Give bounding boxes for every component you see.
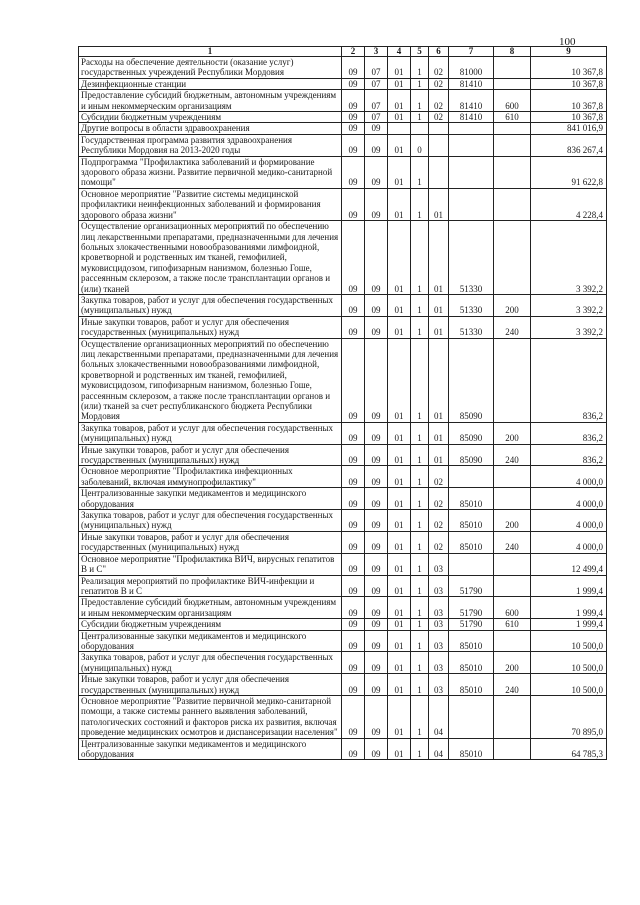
amount-cell: 10 367,8 (531, 78, 607, 89)
code-cell (494, 221, 531, 295)
amount-cell: 4 228,4 (531, 188, 607, 220)
code-cell: 01 (388, 553, 411, 575)
column-header: 1 (79, 47, 342, 57)
table-row (79, 695, 607, 738)
code-cell: 51330 (449, 294, 494, 316)
table-row (79, 652, 607, 674)
amount-cell: 3 392,2 (531, 316, 607, 338)
code-cell (494, 466, 531, 488)
code-cell: 85010 (449, 531, 494, 553)
amount-cell: 841 016,9 (531, 123, 607, 134)
code-cell: 610 (494, 112, 531, 123)
code-cell (449, 695, 494, 738)
code-cell: 09 (342, 188, 365, 220)
code-cell: 09 (342, 510, 365, 532)
code-cell: 09 (342, 221, 365, 295)
code-cell: 09 (365, 156, 388, 188)
row-name: Централизованные закупки медикаментов и медицинского оборудования (79, 738, 342, 760)
code-cell: 1 (411, 488, 429, 510)
code-cell: 02 (429, 488, 449, 510)
code-cell: 85010 (449, 674, 494, 696)
code-cell: 09 (365, 597, 388, 619)
code-cell: 02 (429, 531, 449, 553)
table-row (79, 221, 607, 295)
amount-cell: 10 500,0 (531, 674, 607, 696)
table-row (79, 422, 607, 444)
amount-cell: 836 267,4 (531, 134, 607, 156)
code-cell: 01 (388, 134, 411, 156)
code-cell: 01 (388, 112, 411, 123)
table-row (79, 466, 607, 488)
code-cell: 01 (429, 338, 449, 422)
table-row (79, 488, 607, 510)
code-cell (494, 123, 531, 134)
table-row (79, 188, 607, 220)
code-cell: 81410 (449, 78, 494, 89)
code-cell: 610 (494, 619, 531, 630)
code-cell: 03 (429, 575, 449, 597)
code-cell: 01 (429, 316, 449, 338)
amount-cell: 12 499,4 (531, 553, 607, 575)
code-cell (494, 57, 531, 79)
code-cell: 01 (429, 294, 449, 316)
row-name: Дезинфекционные станции (79, 78, 342, 89)
page-number: 100 (559, 36, 576, 48)
code-cell: 09 (365, 123, 388, 134)
code-cell: 200 (494, 294, 531, 316)
code-cell: 09 (342, 134, 365, 156)
code-cell: 03 (429, 597, 449, 619)
row-name: Закупка товаров, работ и услуг для обеспечения государственных (муниципальных) нужд (79, 652, 342, 674)
amount-cell: 4 000,0 (531, 466, 607, 488)
code-cell: 01 (388, 619, 411, 630)
table-row (79, 78, 607, 89)
code-cell: 01 (388, 488, 411, 510)
code-cell: 09 (342, 338, 365, 422)
code-cell: 09 (342, 674, 365, 696)
row-name: Закупка товаров, работ и услуг для обеспечения государственных (муниципальных) нужд (79, 510, 342, 532)
code-cell: 81410 (449, 90, 494, 112)
code-cell (449, 123, 494, 134)
code-cell: 01 (388, 294, 411, 316)
row-name: Субсидии бюджетным учреждениям (79, 619, 342, 630)
amount-cell: 3 392,2 (531, 294, 607, 316)
row-name: Централизованные закупки медикаментов и медицинского оборудования (79, 488, 342, 510)
code-cell: 85090 (449, 444, 494, 466)
code-cell: 1 (411, 57, 429, 79)
row-name: Закупка товаров, работ и услуг для обеспечения государственных (муниципальных) нужд (79, 422, 342, 444)
column-header: 6 (429, 47, 449, 57)
table-row (79, 619, 607, 630)
code-cell: 09 (365, 531, 388, 553)
code-cell: 09 (365, 619, 388, 630)
code-cell: 01 (388, 466, 411, 488)
code-cell: 03 (429, 674, 449, 696)
code-cell: 09 (365, 510, 388, 532)
code-cell: 200 (494, 652, 531, 674)
code-cell: 1 (411, 338, 429, 422)
code-cell: 1 (411, 156, 429, 188)
code-cell: 07 (365, 112, 388, 123)
code-cell: 09 (365, 188, 388, 220)
code-cell: 01 (388, 78, 411, 89)
code-cell: 03 (429, 630, 449, 652)
code-cell: 09 (365, 488, 388, 510)
code-cell: 1 (411, 221, 429, 295)
amount-cell: 1 999,4 (531, 575, 607, 597)
code-cell: 09 (342, 444, 365, 466)
amount-cell: 1 999,4 (531, 619, 607, 630)
code-cell: 07 (365, 90, 388, 112)
table-row (79, 134, 607, 156)
code-cell: 1 (411, 294, 429, 316)
code-cell: 81410 (449, 112, 494, 123)
code-cell: 01 (388, 316, 411, 338)
code-cell (429, 156, 449, 188)
code-cell: 01 (388, 652, 411, 674)
code-cell (494, 338, 531, 422)
code-cell (494, 156, 531, 188)
code-cell: 09 (342, 156, 365, 188)
code-cell: 01 (388, 695, 411, 738)
code-cell: 1 (411, 90, 429, 112)
code-cell: 09 (365, 575, 388, 597)
row-name: Субсидии бюджетным учреждениям (79, 112, 342, 123)
table-row (79, 156, 607, 188)
code-cell: 01 (388, 510, 411, 532)
code-cell: 09 (365, 630, 388, 652)
code-cell (494, 553, 531, 575)
code-cell: 09 (342, 422, 365, 444)
column-header: 5 (411, 47, 429, 57)
row-name: Реализация мероприятий по профилактике ВИЧ-инфекции и гепатитов В и С (79, 575, 342, 597)
code-cell: 09 (365, 738, 388, 760)
code-cell: 01 (388, 57, 411, 79)
table-row (79, 338, 607, 422)
code-cell: 01 (388, 531, 411, 553)
code-cell: 01 (388, 575, 411, 597)
header-row (79, 47, 607, 57)
code-cell: 09 (365, 466, 388, 488)
code-cell (494, 630, 531, 652)
row-name: Основное мероприятие "Профилактика инфекционных заболеваний, включая иммунопрофилактику" (79, 466, 342, 488)
code-cell: 1 (411, 553, 429, 575)
code-cell: 09 (342, 294, 365, 316)
code-cell: 09 (342, 597, 365, 619)
code-cell: 1 (411, 316, 429, 338)
code-cell: 09 (342, 738, 365, 760)
table-row (79, 630, 607, 652)
table-row (79, 674, 607, 696)
code-cell: 1 (411, 510, 429, 532)
code-cell: 1 (411, 738, 429, 760)
table-row (79, 575, 607, 597)
code-cell: 81000 (449, 57, 494, 79)
row-name: Основное мероприятие "Профилактика ВИЧ, вирусных гепатитов В и С" (79, 553, 342, 575)
table-row (79, 444, 607, 466)
row-name: Иные закупки товаров, работ и услуг для обеспечения государственных (муниципальных) нужд (79, 316, 342, 338)
code-cell: 09 (342, 78, 365, 89)
code-cell: 09 (365, 134, 388, 156)
code-cell (449, 553, 494, 575)
amount-cell: 836,2 (531, 422, 607, 444)
code-cell: 600 (494, 597, 531, 619)
code-cell: 240 (494, 674, 531, 696)
code-cell: 240 (494, 444, 531, 466)
amount-cell: 10 367,8 (531, 112, 607, 123)
code-cell: 01 (388, 338, 411, 422)
row-name: Государственная программа развития здравоохранения Республики Мордовия на 2013-2020 годы (79, 134, 342, 156)
code-cell: 09 (365, 553, 388, 575)
code-cell (388, 123, 411, 134)
code-cell: 04 (429, 695, 449, 738)
code-cell: 01 (388, 422, 411, 444)
code-cell (449, 188, 494, 220)
code-cell (494, 738, 531, 760)
column-header: 2 (342, 47, 365, 57)
table-row (79, 57, 607, 79)
row-name: Основное мероприятие "Развитие первичной медико-санитарной помощи, а также системы раннего выявления заболеваний, патологических состояний и факторов риска их развития, включая проведение медицинских осмотров и диспансеризации населения" (79, 695, 342, 738)
row-name: Иные закупки товаров, работ и услуг для обеспечения государственных (муниципальных) нужд (79, 674, 342, 696)
table-row (79, 123, 607, 134)
code-cell: 01 (388, 597, 411, 619)
code-cell: 1 (411, 597, 429, 619)
code-cell: 03 (429, 619, 449, 630)
code-cell: 01 (388, 738, 411, 760)
table-row (79, 738, 607, 760)
table-body (79, 57, 607, 760)
table-row (79, 112, 607, 123)
code-cell: 01 (429, 444, 449, 466)
code-cell: 09 (342, 90, 365, 112)
code-cell: 51790 (449, 597, 494, 619)
code-cell (494, 575, 531, 597)
code-cell: 1 (411, 531, 429, 553)
code-cell: 09 (365, 294, 388, 316)
code-cell: 85090 (449, 338, 494, 422)
code-cell: 1 (411, 695, 429, 738)
table-row (79, 553, 607, 575)
code-cell: 09 (365, 652, 388, 674)
row-name: Закупка товаров, работ и услуг для обеспечения государственных (муниципальных) нужд (79, 294, 342, 316)
code-cell: 85010 (449, 738, 494, 760)
code-cell (494, 78, 531, 89)
amount-cell: 10 500,0 (531, 652, 607, 674)
code-cell: 1 (411, 78, 429, 89)
code-cell: 01 (388, 156, 411, 188)
column-header: 7 (449, 47, 494, 57)
code-cell: 85010 (449, 488, 494, 510)
column-header: 3 (365, 47, 388, 57)
code-cell: 02 (429, 90, 449, 112)
amount-cell: 4 000,0 (531, 531, 607, 553)
code-cell: 01 (429, 188, 449, 220)
code-cell: 01 (388, 444, 411, 466)
code-cell: 03 (429, 652, 449, 674)
code-cell: 09 (365, 444, 388, 466)
code-cell: 1 (411, 652, 429, 674)
code-cell: 03 (429, 553, 449, 575)
amount-cell: 91 622,8 (531, 156, 607, 188)
amount-cell: 10 367,8 (531, 57, 607, 79)
code-cell: 240 (494, 316, 531, 338)
code-cell: 1 (411, 630, 429, 652)
row-name: Осуществление организационных мероприятий по обеспечению лиц лекарственными препаратами, предназначенными для лечения больных злокачественными новообразованиями лимфоидной, кроветворной и родственных им тканей, гемофилией, муковисцидозом, гипофизарным нанизмом, болезнью Гоше, рассеянным склерозом, а также после трансплантации органов и (или) тканей за счет республиканского бюджета Республики Мордовия (79, 338, 342, 422)
code-cell: 51330 (449, 221, 494, 295)
code-cell: 09 (342, 652, 365, 674)
code-cell: 04 (429, 738, 449, 760)
code-cell: 1 (411, 112, 429, 123)
code-cell: 01 (388, 90, 411, 112)
code-cell: 0 (411, 134, 429, 156)
code-cell: 02 (429, 78, 449, 89)
row-name: Основное мероприятие "Развитие системы медицинской профилактики неинфекционных заболеваний и формирования здорового образа жизни" (79, 188, 342, 220)
code-cell (494, 134, 531, 156)
code-cell: 09 (342, 575, 365, 597)
budget-table (78, 46, 607, 760)
code-cell: 1 (411, 466, 429, 488)
code-cell: 09 (342, 531, 365, 553)
code-cell: 600 (494, 90, 531, 112)
code-cell: 1 (411, 619, 429, 630)
code-cell (494, 488, 531, 510)
row-name: Предоставление субсидий бюджетным, автономным учреждениям и иным некоммерческим организациям (79, 90, 342, 112)
code-cell (494, 695, 531, 738)
code-cell: 09 (365, 674, 388, 696)
code-cell: 200 (494, 510, 531, 532)
code-cell: 09 (342, 553, 365, 575)
code-cell: 09 (342, 466, 365, 488)
code-cell: 01 (388, 630, 411, 652)
code-cell: 01 (429, 422, 449, 444)
code-cell: 02 (429, 112, 449, 123)
code-cell: 02 (429, 510, 449, 532)
code-cell: 09 (342, 57, 365, 79)
code-cell: 09 (342, 123, 365, 134)
amount-cell: 4 000,0 (531, 510, 607, 532)
code-cell (449, 156, 494, 188)
code-cell: 09 (365, 221, 388, 295)
row-name: Централизованные закупки медикаментов и медицинского оборудования (79, 630, 342, 652)
code-cell: 85090 (449, 422, 494, 444)
amount-cell: 10 367,8 (531, 90, 607, 112)
code-cell: 09 (342, 316, 365, 338)
amount-cell: 836,2 (531, 338, 607, 422)
code-cell: 02 (429, 57, 449, 79)
row-name: Другие вопросы в области здравоохранения (79, 123, 342, 134)
code-cell: 51330 (449, 316, 494, 338)
code-cell: 85010 (449, 652, 494, 674)
code-cell (494, 188, 531, 220)
table-row (79, 294, 607, 316)
code-cell (449, 466, 494, 488)
code-cell: 51790 (449, 575, 494, 597)
code-cell: 09 (342, 488, 365, 510)
code-cell: 02 (429, 466, 449, 488)
code-cell: 240 (494, 531, 531, 553)
column-header: 8 (494, 47, 531, 57)
code-cell: 85010 (449, 630, 494, 652)
amount-cell: 4 000,0 (531, 488, 607, 510)
code-cell (411, 123, 429, 134)
code-cell: 1 (411, 188, 429, 220)
code-cell: 07 (365, 78, 388, 89)
code-cell: 09 (342, 630, 365, 652)
code-cell (429, 123, 449, 134)
table-row (79, 316, 607, 338)
row-name: Расходы на обеспечение деятельности (оказание услуг) государственных учреждений Республики Мордовия (79, 57, 342, 79)
table-row (79, 597, 607, 619)
table-row (79, 90, 607, 112)
code-cell: 01 (388, 221, 411, 295)
code-cell: 1 (411, 444, 429, 466)
code-cell: 09 (365, 422, 388, 444)
code-cell: 09 (342, 619, 365, 630)
code-cell: 01 (429, 221, 449, 295)
amount-cell: 3 392,2 (531, 221, 607, 295)
row-name: Иные закупки товаров, работ и услуг для обеспечения государственных (муниципальных) нужд (79, 444, 342, 466)
row-name: Предоставление субсидий бюджетным, автономным учреждениям и иным некоммерческим организациям (79, 597, 342, 619)
code-cell: 09 (365, 338, 388, 422)
row-name: Подпрограмма "Профилактика заболеваний и формирование здорового образа жизни. Развитие первичной медико-санитарной помощи" (79, 156, 342, 188)
code-cell: 09 (342, 112, 365, 123)
row-name: Иные закупки товаров, работ и услуг для обеспечения государственных (муниципальных) нужд (79, 531, 342, 553)
row-name: Осуществление организационных мероприятий по обеспечению лиц лекарственными препаратами, предназначенными для лечения больных злокачественными новообразованиями лимфоидной, кроветворной и родственных им тканей, гемофилией, муковисцидозом, гипофизарным нанизмом, болезнью Гоше, рассеянным склерозом, а также после трансплантации органов и (или) тканей (79, 221, 342, 295)
code-cell: 1 (411, 422, 429, 444)
table-row (79, 531, 607, 553)
code-cell: 200 (494, 422, 531, 444)
code-cell: 51790 (449, 619, 494, 630)
code-cell (449, 134, 494, 156)
code-cell: 09 (342, 695, 365, 738)
amount-cell: 1 999,4 (531, 597, 607, 619)
code-cell: 09 (365, 316, 388, 338)
amount-cell: 10 500,0 (531, 630, 607, 652)
amount-cell: 836,2 (531, 444, 607, 466)
code-cell: 85010 (449, 510, 494, 532)
amount-cell: 64 785,3 (531, 738, 607, 760)
code-cell: 1 (411, 674, 429, 696)
code-cell (429, 134, 449, 156)
column-header: 4 (388, 47, 411, 57)
table-row (79, 510, 607, 532)
code-cell: 01 (388, 674, 411, 696)
code-cell: 07 (365, 57, 388, 79)
code-cell: 1 (411, 575, 429, 597)
column-header: 9 (531, 47, 607, 57)
code-cell: 01 (388, 188, 411, 220)
amount-cell: 70 895,0 (531, 695, 607, 738)
code-cell: 09 (365, 695, 388, 738)
